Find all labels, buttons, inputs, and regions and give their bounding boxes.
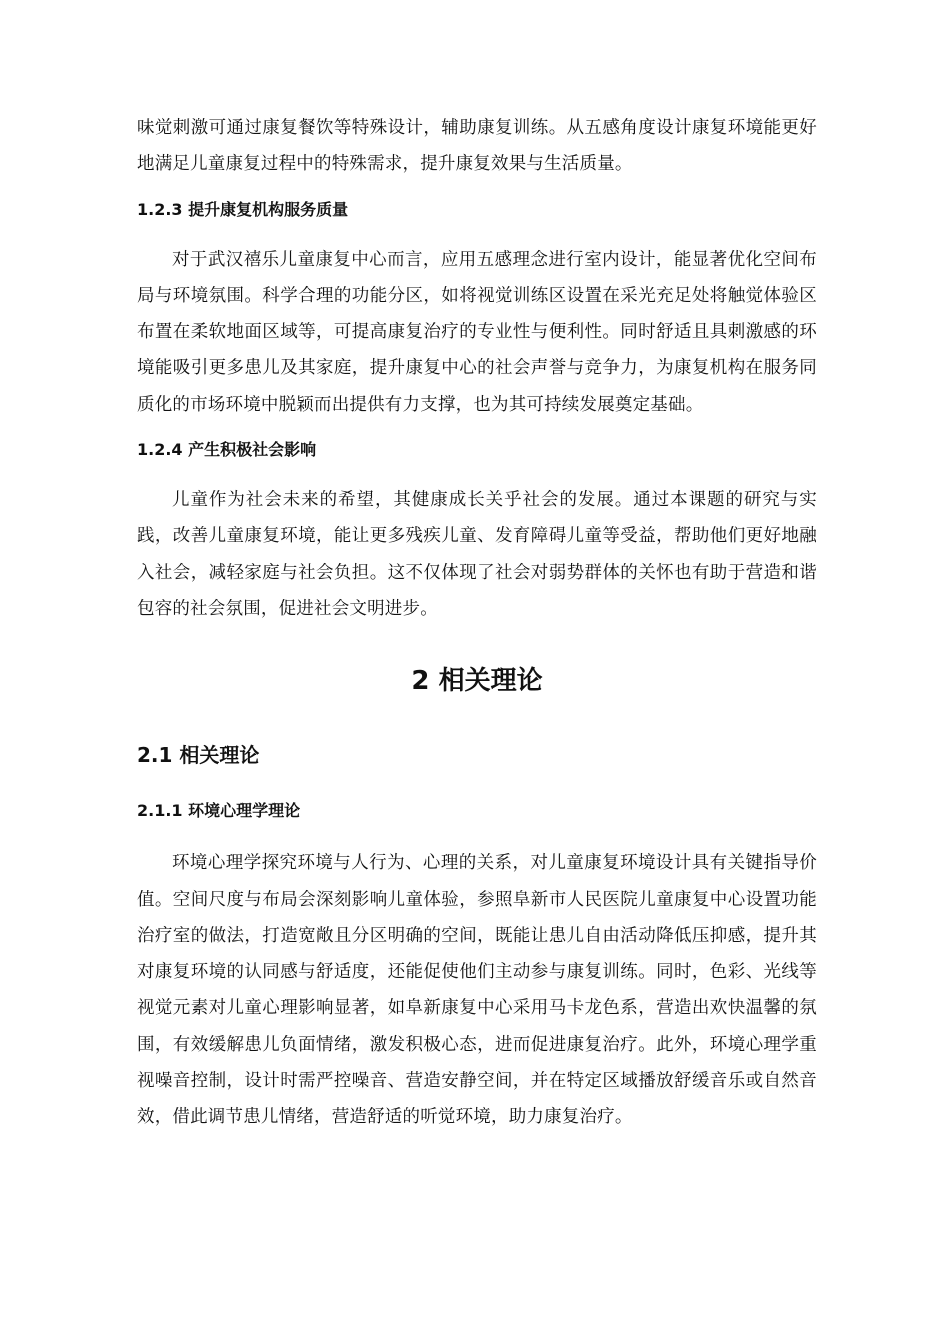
chapter-title: 2 相关理论: [411, 666, 543, 697]
page-content: [137, 110, 817, 1136]
section-heading-1-2-3: 1.2.3 提升康复机构服务质量: [137, 199, 349, 219]
section-paragraph-2-1-1: 环境心理学探究环境与人行为、心理的关系，对儿童康复环境设计具有关键指导价值。空间尺度与布局会深刻影响儿童体验，参照阜新市人民医院儿童康复中心设置功能治疗室的做法，打造宽敞且分区明确的空间，既能让患儿自由活动降低压抑感，提升其对康复环境的认同感与舒适度，还能促使他们主动参与康复训练。同时，色彩、光线等视觉元素对儿童心理影响显著，如阜新康复中心采用马卡龙色系，营造出欢快温馨的氛围，有效缓解患儿负面情绪，激发积极心态，进而促进康复治疗。此外，环境心理学重视噪音控制，设计时需严控噪音、营造安静空间，并在特定区域播放舒缓音乐或自然音效，借此调节患儿情绪，营造舒适的听觉环境，助力康复治疗。: [137, 853, 817, 1128]
section-heading-2-1: 2.1 相关理论: [137, 743, 260, 768]
intro-paragraph: 味觉刺激可通过康复餐饮等特殊设计，辅助康复训练。从五感角度设计康复环境能更好地满足儿童康复过程中的特殊需求，提升康复效果与生活质量。: [137, 118, 817, 175]
section-paragraph-1-2-3: 对于武汉禧乐儿童康复中心而言，应用五感理念进行室内设计，能显著优化空间布局与环境氛围。科学合理的功能分区，如将视觉训练区设置在采光充足处将触觉体验区布置在柔软地面区域等，可提高康复治疗的专业性与便利性。同时舒适且具刺激感的环境能吸引更多患儿及其家庭，提升康复中心的社会声誉与竞争力，为康复机构在服务同质化的市场环境中脱颖而出提供有力支撑，也为其可持续发展奠定基础。: [137, 249, 817, 415]
section-heading-2-1-1: 2.1.1 环境心理学理论: [137, 801, 301, 821]
section-paragraph-1-2-4: 儿童作为社会未来的希望，其健康成长关乎社会的发展。通过本课题的研究与实践，改善儿童康复环境，能让更多残疾儿童、发育障碍儿童等受益，帮助他们更好地融入社会，减轻家庭与社会负担。这不仅体现了社会对弱势群体的关怀也有助于营造和谐包容的社会氛围，促进社会文明进步。: [137, 490, 817, 619]
section-heading-1-2-4: 1.2.4 产生积极社会影响: [137, 440, 317, 460]
